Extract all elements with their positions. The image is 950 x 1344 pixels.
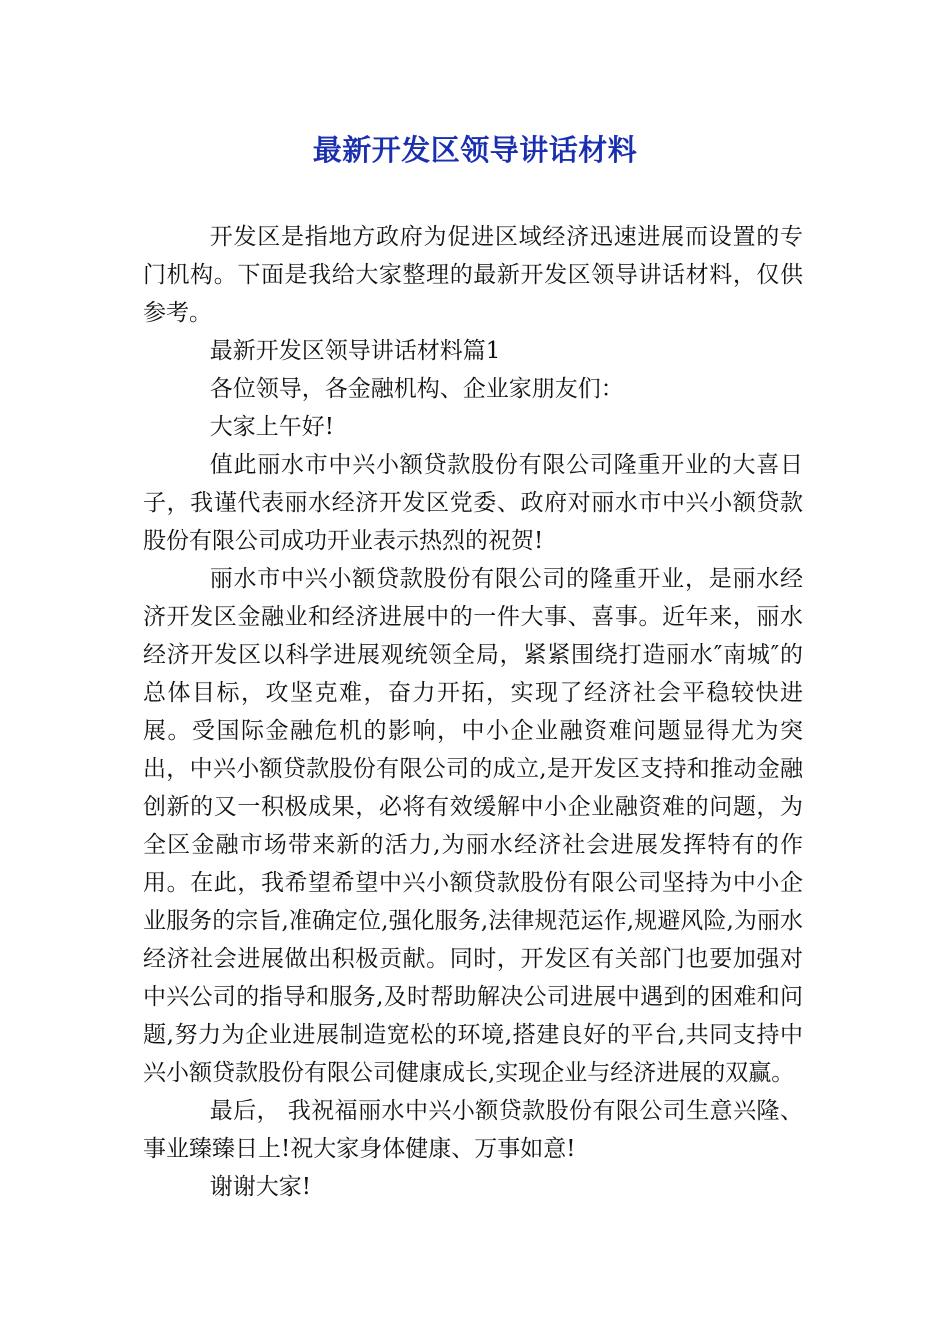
paragraph-section-heading: 最新开发区领导讲话材料篇1 [209, 338, 501, 364]
paragraph-closing-wishes: 最后， 我祝福丽水中兴小额贷款股份有限公司生意兴隆、事业臻臻日上!祝大家身体健康、万事如意! [143, 1098, 803, 1162]
paragraph-congratulation: 值此丽水市中兴小额贷款股份有限公司隆重开业的大喜日子，我谨代表丽水经济开发区党委、政府对丽水市中兴小额贷款股份有限公司成功开业表示热烈的祝贺! [143, 452, 803, 554]
paragraph-intro: 开发区是指地方政府为促进区域经济迅速进展而设置的专门机构。下面是我给大家整理的最新开发区领导讲话材料，仅供参考。 [143, 224, 803, 326]
paragraph-greeting: 大家上午好! [209, 414, 334, 440]
document-body [143, 218, 803, 1206]
paragraph-thanks: 谢谢大家! [209, 1174, 311, 1200]
document-title: 最新开发区领导讲话材料 [312, 133, 638, 167]
paragraph-main: 丽水市中兴小额贷款股份有限公司的隆重开业，是丽水经济开发区金融业和经济进展中的一件大事、喜事。近年来，丽水经济开发区以科学进展观统领全局，紧紧围绕打造丽水″南城″的总体目标，攻坚克难，奋力开拓，实现了经济社会平稳较快进展。受国际金融危机的影响，中小企业融资难问题显得尤为突出，中兴小额贷款股份有限公司的成立,是开发区支持和推动金融创新的又一积极成果，必将有效缓解中小企业融资难的问题，为全区金融市场带来新的活力,为丽水经济社会进展发挥特有的作用。在此，我希望希望中兴小额贷款股份有限公司坚持为中小企业服务的宗旨,准确定位,强化服务,法律规范运作,规避风险,为丽水经济社会进展做出积极贡献。同时，开发区有关部门也要加强对中兴公司的指导和服务,及时帮助解决公司进展中遇到的困难和问题,努力为企业进展制造宽松的环境,搭建良好的平台,共同支持中兴小额贷款股份有限公司健康成长,实现企业与经济进展的双赢。 [143, 566, 803, 1086]
paragraph-salutation: 各位领导，各金融机构、企业家朋友们： [209, 376, 624, 402]
